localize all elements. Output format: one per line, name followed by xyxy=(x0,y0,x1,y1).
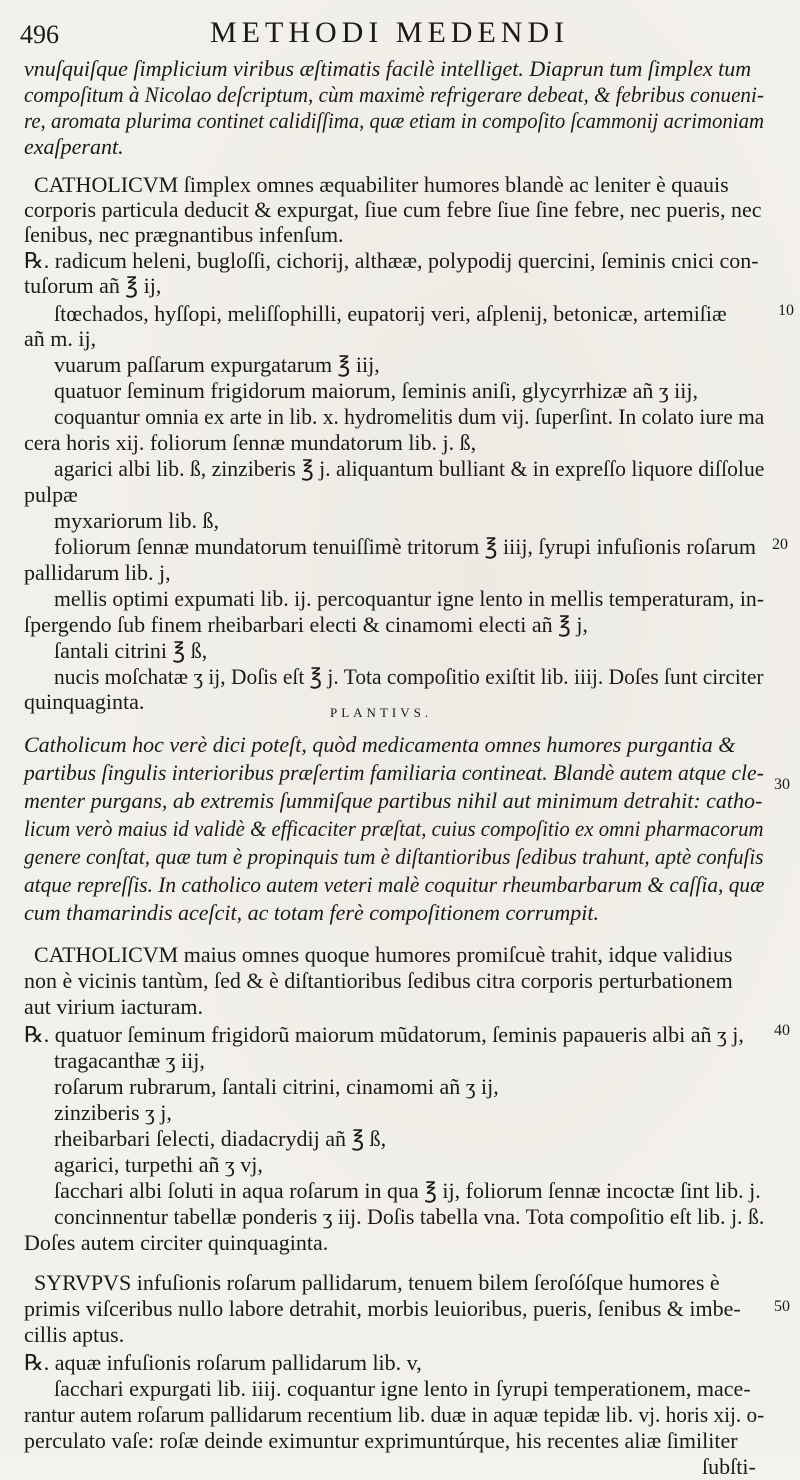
recipe-line: nucis moſchatæ ʒ ij, Doſis eſt ℥ j. Tota compoſitio exiſtit lib. iiij. Doſes ſunt circiter xyxy=(54,664,764,689)
commentary-line: genere conſtat, quæ tum è propinquis tum è diſtantioribus ſedibus trahunt, aptè confuſis xyxy=(24,844,764,869)
recipe-line: concinnentur tabellæ ponderis ʒ iij. Doſis tabella vna. Tota compoſitio eſt lib. j. ß. xyxy=(54,1204,765,1229)
recipe-line: tuſorum añ ℥ ij, xyxy=(24,273,162,298)
recipe-line: coquantur omnia ex arte in lib. x. hydromelitis dum vij. ſuperſint. In colato iure ma xyxy=(54,404,765,429)
recipe-line: myxariorum lib. ß, xyxy=(54,508,219,533)
recipe-line: ſacchari expurgati lib. iiij. coquantur igne lento in ſyrupi temperationem, mace- xyxy=(54,1376,751,1401)
page-header xyxy=(20,16,780,52)
recipe-line: agarici albi lib. ß, zinziberis ℥ j. aliquantum bulliant & in expreſſo liquore diſſolue xyxy=(54,456,765,481)
recipe-line: ℞. radicum heleni, bugloſſi, cichorij, althææ, polypodij quercini, ſeminis cnici con- xyxy=(24,248,759,273)
recipe-line: ſtœchados, hyſſopi, meliſſophilli, eupatorij veri, aſplenij, betonicæ, artemiſiæ xyxy=(54,301,727,326)
text-line: non è vicinis tantùm, ſed & è diſtantioribus ſedibus citra corporis perturbationem xyxy=(24,968,733,993)
text-line: primis viſceribus nullo labore detrahit, morbis leuioribus, pueris, ſenibus & imbe- xyxy=(24,1296,741,1321)
recipe-line: ℞. aquæ infuſionis roſarum pallidarum lib. v, xyxy=(24,1350,422,1375)
commentary-line: menter purgans, ab extremis ſummiſque partibus nihil aut minimum detrahit: catho- xyxy=(24,788,763,813)
text-line: cillis aptus. xyxy=(24,1322,125,1347)
recipe-line: ſacchari albi ſoluti in aqua roſarum in qua ℥ ij, foliorum ſennæ incoctæ ſint lib. j. xyxy=(54,1178,761,1203)
text-line: Doſes autem circiter quinquaginta. xyxy=(24,1230,329,1255)
running-head: METHODI MEDENDI xyxy=(210,16,570,49)
margin-line-number: 10 xyxy=(778,302,794,319)
recipe-line: agarici, turpethi añ ʒ vj, xyxy=(54,1152,263,1177)
recipe-line: mellis optimi expumati lib. ij. percoquantur igne lento in mellis temperaturam, in- xyxy=(54,586,764,611)
recipe-line: tragacanthæ ʒ iij, xyxy=(54,1048,205,1073)
text-line: compoſitum à Nicolao deſcriptum, cùm maximè refrigerare debeat, & febribus conueni- xyxy=(24,82,764,107)
commentary-line: licum verò maius id validè & efficaciter præſtat, cuius compoſitio ex omni pharmacorum xyxy=(24,816,764,841)
recipe-line: añ m. ij, xyxy=(24,326,97,351)
commentary-line: Catholicum hoc verè dici poteſt, quòd medicamenta omnes humores purgantia & xyxy=(24,732,736,757)
recipe-line: foliorum ſennæ mundatorum tenuiſſimè tritorum ℥ iiij, ſyrupi infuſionis roſarum xyxy=(54,534,756,559)
recipe-line: rantur autem roſarum pallidarum recentium lib. duæ in aquæ tepidæ lib. vj. horis xij. o- xyxy=(24,1402,765,1427)
recipe-line: cera horis xij. foliorum ſennæ mundatorum lib. j. ß, xyxy=(24,430,477,455)
recipe-line: pallidarum lib. j, xyxy=(24,560,171,585)
text-line: aut virium iacturam. xyxy=(24,994,203,1019)
page-number: 496 xyxy=(20,20,59,49)
margin-line-number: 20 xyxy=(772,536,788,553)
recipe-line: ſantali citrini ℥ ß, xyxy=(54,638,208,663)
commentary-line: cum thamarindis aceſcit, ac totam ferè compoſitionem corrumpit. xyxy=(24,900,599,925)
recipe-line: roſarum rubrarum, ſantali citrini, cinamomi añ ʒ ij, xyxy=(54,1074,499,1099)
recipe-line: rheibarbari ſelecti, diadacrydij añ ℥ ß, xyxy=(54,1126,387,1151)
text-line: ſenibus, nec prægnantibus infenſum. xyxy=(24,222,344,247)
section-heading: PLANTIVS. xyxy=(330,705,433,720)
recipe-line: perculato vaſe: roſæ deinde eximuntur exprimuntúrque, his recentes aliæ ſimiliter xyxy=(24,1428,738,1453)
recipe-line: vuarum paſſarum expurgatarum ℥ iij, xyxy=(54,352,380,377)
paragraph-lead-line: SYRVPVS infuſionis roſarum pallidarum, tenuem bilem ſeroſóſque humores è xyxy=(34,1270,720,1295)
recipe-line: ſpergendo ſub finem rheibarbari electi & cinamomi electi añ ℥ j, xyxy=(24,612,588,637)
paragraph-lead-line: CATHOLICVM ſimplex omnes æquabiliter humores blandè ac leniter è quauis xyxy=(34,172,729,197)
paragraph-lead-line: CATHOLICVM maius omnes quoque humores promiſcuè trahit, idque validius xyxy=(34,942,733,967)
recipe-line: zinziberis ʒ j, xyxy=(54,1100,172,1125)
text-line: re, aromata plurima continet calidiſſima, quæ etiam in compoſito ſcammonij acrimoniam xyxy=(24,108,764,133)
text-line: vnuſquiſque ſimplicium viribus æſtimatis facilè intelliget. Diaprun tum ſimplex tum xyxy=(24,56,752,81)
catchword: ſubſti- xyxy=(702,1454,756,1479)
recipe-line: pulpæ xyxy=(24,482,78,507)
text-line: exaſperant. xyxy=(24,134,124,159)
recipe-line: quatuor ſeminum frigidorum maiorum, ſeminis aniſi, glycyrrhizæ añ ʒ iij, xyxy=(54,378,698,403)
margin-line-number: 50 xyxy=(774,1298,790,1315)
recipe-line: ℞. quatuor ſeminum frigidorũ maiorum mũdatorum, ſeminis papaueris albi añ ʒ j, xyxy=(24,1022,744,1047)
commentary-line: partibus ſingulis interioribus præſertim familiaria contineat. Blandè autem atque cle- xyxy=(24,760,764,785)
margin-line-number: 30 xyxy=(774,776,790,793)
margin-line-number: 40 xyxy=(774,1022,790,1039)
commentary-line: atque repreſſis. In catholico autem veteri malè coquitur rheumbarbarum & caſſia, quæ xyxy=(24,872,765,897)
text-line: corporis particula deducit & expurgat, ſiue cum febre ſiue ſine febre, nec pueris, nec xyxy=(24,197,762,222)
text-line: quinquaginta. xyxy=(24,689,145,714)
